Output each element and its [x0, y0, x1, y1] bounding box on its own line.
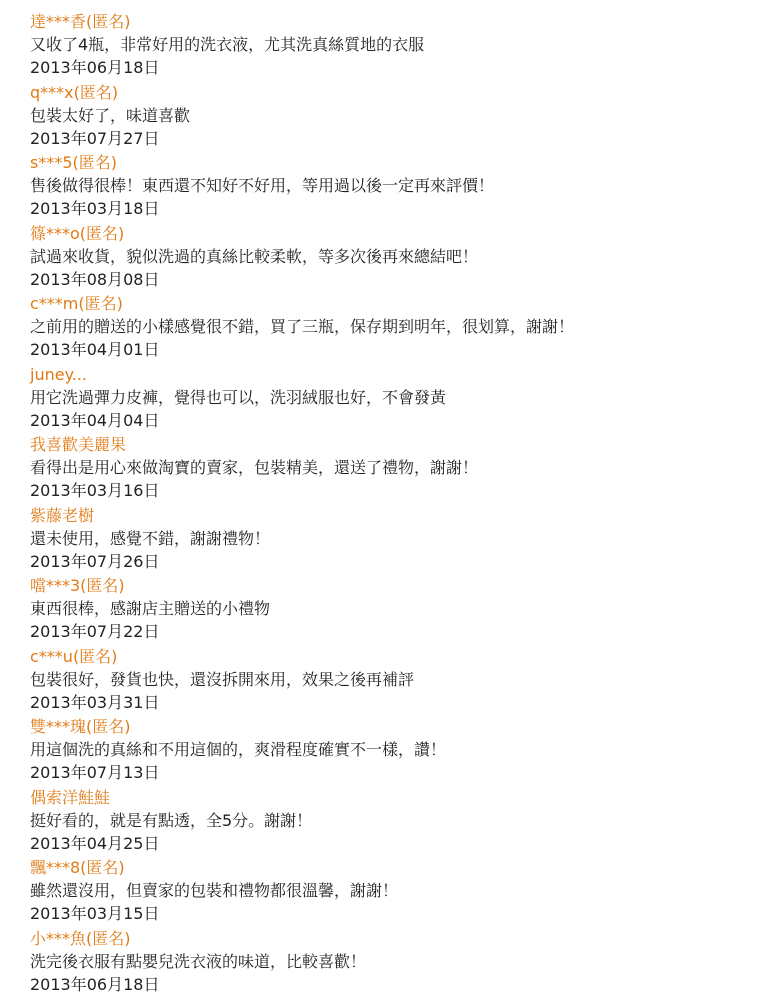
- review-item: [30, 292, 770, 363]
- review-text: 看得出是用心來做淘寶的賣家，包裝精美，還送了禮物，謝謝！: [30, 458, 479, 477]
- review-item: [30, 786, 770, 857]
- reviewer-name[interactable]: 噹***3(匿名): [30, 576, 125, 595]
- review-date: 2013年03月31日: [30, 692, 160, 712]
- review-date: 2013年03月18日: [30, 199, 160, 218]
- review-date: 2013年04月25日: [30, 833, 160, 853]
- review-text: 包裝太好了，味道喜歡: [30, 105, 191, 125]
- review-item: [30, 151, 770, 222]
- reviewer-name[interactable]: 篠***o(匿名): [30, 223, 125, 243]
- review-item: [30, 504, 770, 575]
- reviewer-name[interactable]: c***m(匿名): [30, 294, 123, 313]
- review-text: 挺好看的，就是有點透，全5分。謝謝！: [30, 810, 313, 830]
- review-date: 2013年07月27日: [30, 128, 160, 148]
- review-text: 還未使用，感覺不錯，謝謝禮物！: [30, 528, 271, 548]
- review-text: 洗完後衣服有點嬰兒洗衣液的味道，比較喜歡！: [30, 951, 367, 971]
- review-item: [30, 856, 770, 927]
- review-date: 2013年06月18日: [30, 974, 160, 994]
- reviewer-name[interactable]: juney...: [30, 364, 88, 384]
- reviewer-name[interactable]: 偶索洋鮭鮭: [30, 787, 111, 807]
- review-item: [30, 927, 770, 998]
- reviewer-name[interactable]: 飄***8(匿名): [30, 858, 125, 877]
- reviewer-name[interactable]: 紫藤老樹: [30, 505, 95, 525]
- review-text: 又收了4瓶，非常好用的洗衣液，尤其洗真絲質地的衣服: [30, 35, 425, 54]
- review-item: [30, 574, 770, 645]
- review-text: 東西很棒，感謝店主贈送的小禮物: [30, 599, 271, 618]
- review-item: [30, 645, 770, 716]
- review-item: [30, 363, 770, 434]
- reviewer-name[interactable]: 小***魚(匿名): [30, 928, 131, 948]
- review-text: 用它洗過彈力皮褲，覺得也可以，洗羽絨服也好，不會發黃: [30, 387, 447, 407]
- review-date: 2013年04月04日: [30, 410, 160, 430]
- review-text: 試過來收貨，貌似洗過的真絲比較柔軟，等多次後再來總結吧！: [30, 246, 479, 266]
- review-date: 2013年04月01日: [30, 340, 160, 359]
- review-item: [30, 81, 770, 152]
- review-item: [30, 433, 770, 504]
- review-date: 2013年07月26日: [30, 551, 160, 571]
- review-date: 2013年07月22日: [30, 622, 160, 641]
- reviewer-name[interactable]: 我喜歡美麗果: [30, 435, 127, 454]
- review-item: [30, 715, 770, 786]
- review-list: [30, 10, 770, 997]
- review-item: [30, 10, 770, 81]
- reviewer-name[interactable]: 雙***瑰(匿名): [30, 717, 131, 736]
- review-date: 2013年03月15日: [30, 904, 160, 923]
- review-date: 2013年08月08日: [30, 269, 160, 289]
- reviewer-name[interactable]: c***u(匿名): [30, 646, 118, 666]
- review-text: 雖然還沒用，但賣家的包裝和禮物都很溫馨，謝謝！: [30, 881, 399, 900]
- review-text: 售後做得很棒！東西還不知好不好用，等用過以後一定再來評價！: [30, 176, 495, 195]
- reviewer-name[interactable]: 達***香(匿名): [30, 12, 131, 31]
- review-date: 2013年06月18日: [30, 58, 160, 77]
- review-text: 之前用的贈送的小樣感覺很不錯，買了三瓶，保存期到明年，很划算，謝謝！: [30, 317, 575, 336]
- review-text: 用這個洗的真絲和不用這個的，爽滑程度確實不一樣，讚！: [30, 740, 447, 759]
- reviewer-name[interactable]: q***x(匿名): [30, 82, 119, 102]
- review-item: [30, 222, 770, 293]
- review-date: 2013年07月13日: [30, 763, 160, 782]
- review-date: 2013年03月16日: [30, 481, 160, 500]
- review-text: 包裝很好，發貨也快，還沒拆開來用，效果之後再補評: [30, 669, 415, 689]
- reviewer-name[interactable]: s***5(匿名): [30, 153, 118, 172]
